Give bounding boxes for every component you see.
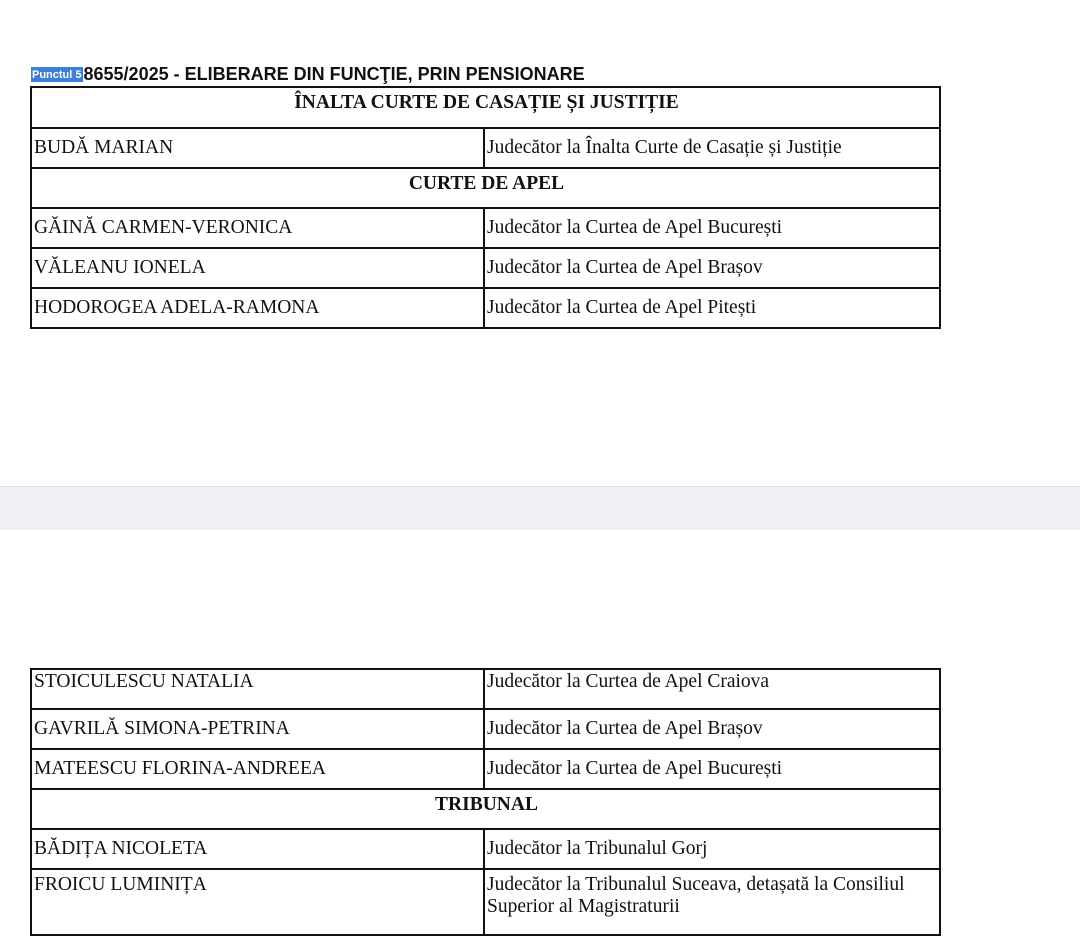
judge-name: BUDĂ MARIAN — [31, 128, 484, 168]
table-row — [31, 669, 940, 709]
selected-text-highlight[interactable]: Punctul 5 — [32, 69, 82, 81]
table-row — [31, 829, 940, 869]
section-title: ÎNALTA CURTE DE CASAȚIE ȘI JUSTIȚIE — [31, 87, 940, 128]
judge-name: STOICULESCU NATALIA — [31, 669, 484, 709]
table-row — [31, 709, 940, 749]
judge-position: Judecător la Tribunalul Suceava, detașată la Consiliul Superior al Magistraturii — [484, 869, 940, 935]
section-row — [31, 168, 940, 208]
section-row — [31, 87, 940, 128]
table-row — [31, 128, 940, 168]
judge-name: FROICU LUMINIȚA — [31, 869, 484, 935]
judge-name: GĂINĂ CARMEN-VERONICA — [31, 208, 484, 248]
judge-position: Judecător la Înalta Curte de Casație și Justiție — [484, 128, 940, 168]
judge-name: GAVRILĂ SIMONA-PETRINA — [31, 709, 484, 749]
judge-position: Judecător la Curtea de Apel București — [484, 208, 940, 248]
item-heading — [31, 63, 585, 86]
table-row — [31, 208, 940, 248]
judge-name: VĂLEANU IONELA — [31, 248, 484, 288]
judge-position: Judecător la Tribunalul Gorj — [484, 829, 940, 869]
table-row — [31, 248, 940, 288]
judge-name: BĂDIȚA NICOLETA — [31, 829, 484, 869]
dismissal-table-part-2 — [30, 668, 941, 936]
section-title: CURTE DE APEL — [31, 168, 940, 208]
table-row — [31, 288, 940, 328]
table-row — [31, 869, 940, 935]
page-separator — [0, 486, 1080, 530]
judge-position: Judecător la Curtea de Apel Pitești — [484, 288, 940, 328]
judge-position: Judecător la Curtea de Apel Brașov — [484, 709, 940, 749]
judge-position: Judecător la Curtea de Apel București — [484, 749, 940, 789]
table-row — [31, 749, 940, 789]
dismissal-table-part-1 — [30, 86, 941, 329]
judge-name: MATEESCU FLORINA-ANDREEA — [31, 749, 484, 789]
item-heading-text: 8655/2025 - ELIBERARE DIN FUNCŢIE, PRIN PENSIONARE — [83, 64, 585, 84]
section-row — [31, 789, 940, 829]
judge-position: Judecător la Curtea de Apel Brașov — [484, 248, 940, 288]
section-title: TRIBUNAL — [31, 789, 940, 829]
judge-position: Judecător la Curtea de Apel Craiova — [484, 669, 940, 709]
judge-name: HODOROGEA ADELA-RAMONA — [31, 288, 484, 328]
